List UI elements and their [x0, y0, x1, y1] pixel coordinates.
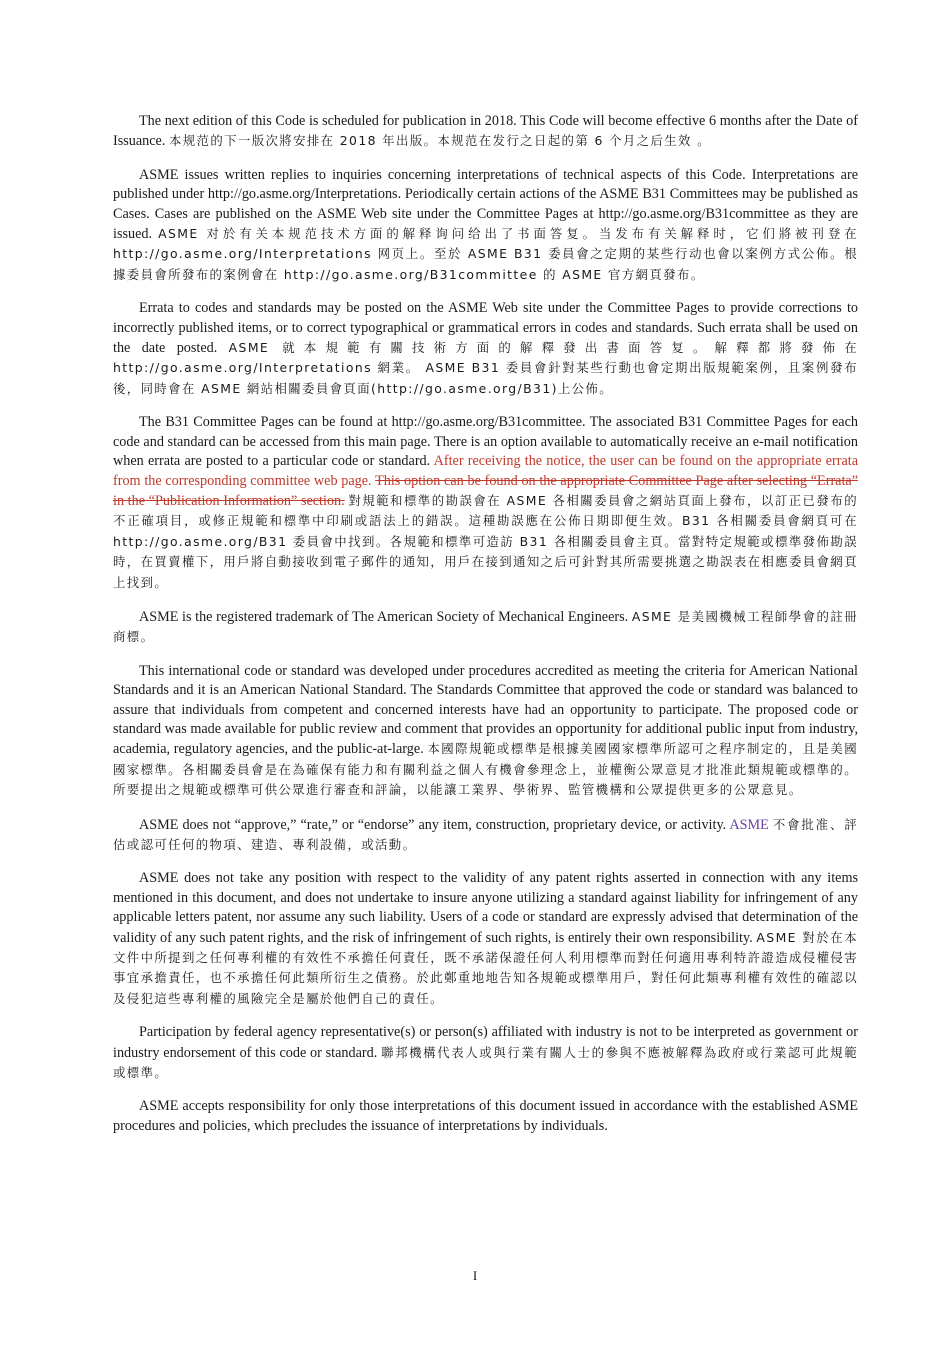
paragraph-errata — [113, 299, 858, 399]
document-body — [113, 112, 858, 1150]
paragraph-chinese-text: 不會批准、評估或認可任何的物項、建造、專利設備，或活動。 — [113, 816, 859, 852]
paragraph-committee-pages — [113, 413, 858, 593]
paragraph-no-endorsement — [113, 815, 858, 856]
paragraph-english-text: Errata to codes and standards may be posted on the ASME Web site under the Committee Pages to provide corrections to incorrectly published items, or to correct typographical or grammatical errors in codes and standards. Such errata shall be used on the date posted. — [113, 300, 858, 357]
paragraph-federal-participation — [113, 1023, 858, 1083]
paragraph-patent-rights — [113, 869, 858, 1009]
paragraph-english-text: ASME is the registered trademark of The American Society of Mechanical Engineers. — [139, 608, 629, 625]
paragraph-english-text: ASME does not “approve,” “rate,” or “endorse” any item, construction, proprietary device, or activity. — [139, 816, 727, 833]
highlighted-asme-text: ASME — [729, 816, 769, 833]
paragraph-english-text: ASME does not take any position with respect to the validity of any patent rights asserted in connection with any items mentioned in this document, and does not undertake to insure anyone utilizing a standard against liability for infringement of any applicable letters patent, nor assume any such liability. Users of a code or standard are expressly advised that determination of the validity of any such patent rights, and the risk of infringement of such rights, is entirely their own responsibility. — [113, 870, 858, 946]
revision-deleted-text: This option can be found on the appropriate Committee Page after selecting “Errata” in the “Publication Information” section. — [113, 472, 858, 509]
paragraph-chinese-text: ASME 是美國機械工程師學會的註冊商標。 — [113, 608, 859, 645]
paragraph-interpretation-responsibility — [113, 1097, 858, 1136]
paragraph-next-edition — [113, 112, 858, 152]
paragraph-english-text: This international code or standard was developed under procedures accredited as meeting the criteria for American National Standards and it is an American National Standard. The Standards Committee that approved the code or standard was balanced to assure that individuals from competent and concerned interests have had an opportunity to participate. The proposed code or standard was made available for public review and comment that provides an opportunity for additional public input from industry, academia, regulatory agencies, and the public-at-large. — [113, 662, 858, 758]
paragraph-national-standard — [113, 662, 858, 801]
paragraph-trademark — [113, 607, 858, 648]
paragraph-english-text: Participation by federal agency representative(s) or person(s) affiliated with industry is not to be interpreted as government or industry endorsement of this code or standard. — [113, 1024, 858, 1061]
paragraph-english-text: ASME issues written replies to inquiries concerning interpretations of technical aspects of this Code. Interpretations are published under http://go.asme.org/Interpretations. Periodically certain actions of the ASME B31 Committees may be published as Cases. Cases are published on the ASME Web site under the Committee Pages at http://go.asme.org/B31committee as they are issued. — [113, 166, 858, 243]
paragraph-english-text: The next edition of this Code is scheduled for publication in 2018. This Code will become effective 6 months after the Date of Issuance. — [113, 113, 858, 150]
paragraph-chinese-text: ASME 對於在本文件中所提到之任何專利權的有效性不承擔任何責任，既不承諾保證任何人利用標準而對任何適用專利特許證造成侵權侵害事宜承擔責任，也不承擔任何此類所衍生之債務。於此鄭重地地告知各規範或標準用戶，對任何此類專利權有效性的確認以及侵犯這些專利權的風險完全是屬於他們自己的責任。 — [113, 929, 858, 1006]
page-number: I — [472, 1268, 478, 1283]
paragraph-chinese-text: ASME 就本規範有關技術方面的解釋發出書面答复。解釋都將發佈在 http://go.asme.org/Interpretations 網業。 ASME B31 委員會針對某些行動也會定期出版規範案例，且案例發布後，同時會在 ASME 網站相關委員會頁面(http://go.asme.org/B31)上公佈。 — [113, 340, 858, 396]
paragraph-english-text: The B31 Committee Pages can be found at http://go.asme.org/B31committee. The associated B31 Committee Pages for each code and standard can be accessed from this main page. There is an option available to automatically receive an e-mail notification when errata are posted to a particular code or standard. — [113, 414, 858, 470]
paragraph-chinese-text: 對規範和標準的勘誤會在 ASME 各相關委員會之網站頁面上發布，以訂正已發布的不正確項目，或修正規範和標準中印刷或語法上的錯誤。這種勘誤應在公佈日期即便生效。B31 各相關委員會網頁可在 http://go.asme.org/B31 委員會中找到。各規範和標準可造訪 B31 各相關委員會主頁。當對特定規範或標準發佈勘誤時，在買賣權下，用戶將自動接收到電子郵件的通知，用戶在接到通知之后可針對其所需要挑選之勘誤表在相應委員會網頁上找到。 — [113, 492, 859, 590]
paragraph-interpretations — [113, 166, 858, 285]
revision-inserted-text: After receiving the notice, the user can be found on the appropriate errata from the corresponding committee web page. — [113, 453, 858, 489]
paragraph-chinese-text: 本國際規範或標準是根據美國國家標準所認可之程序制定的，且是美國國家標準。各相關委員會是在為確保有能力和有關利益之個人有機會參理念上，並權衡公眾意見才批准此類規範或標準的。所要提出之規範或標準可供公眾進行審查和評論，以能讓工業界、學術界、監管機構和公眾提供更多的公眾意見。 — [113, 741, 859, 798]
paragraph-english-text: ASME accepts responsibility for only those interpretations of this document issued in accordance with the established ASME procedures and policies, which precludes the issuance of interpretations by individuals. — [113, 1098, 858, 1134]
paragraph-chinese-text: ASME 对於有关本规范技术方面的解释询问给出了书面答复。当发布有关解释时，它们將被刊登在 http://go.asme.org/Interpretations 网页上。至於 ASME B31 委員會之定期的某些行动也會以案例方式公佈。根據委員會所發布的案例會在 http://go.asme.org/B31committee 的 ASME 官方網頁發布。 — [113, 226, 858, 282]
paragraph-chinese-text: 聯邦機構代表人或與行業有關人士的參與不應被解釋為政府或行業認可此規範或標準。 — [113, 1044, 858, 1081]
paragraph-chinese-text: 本规范的下一版次將安排在 2018 年出版。本规范在发行之日起的第 6 个月之后生效 。 — [168, 133, 711, 149]
